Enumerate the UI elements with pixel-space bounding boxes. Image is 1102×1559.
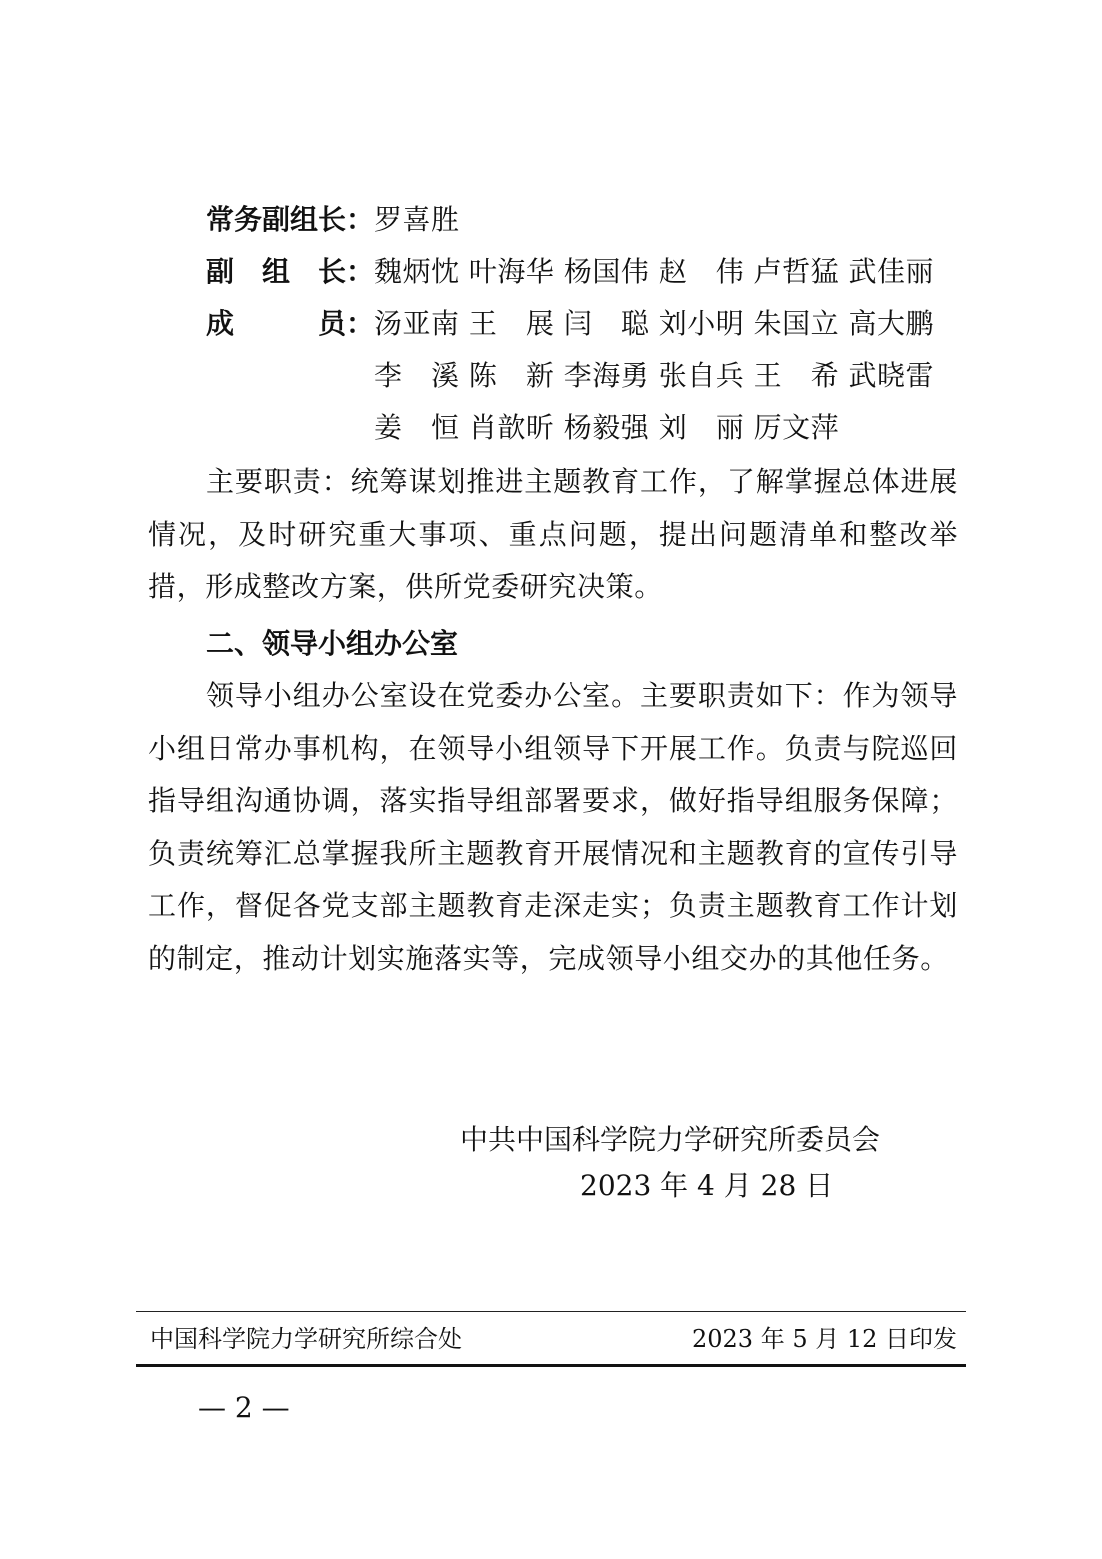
signature-date: 2023 年 4 月 28 日: [580, 1169, 834, 1202]
members-value-line3: 姜 恒 肖歆昕 杨毅强 刘 丽 厉文萍: [374, 411, 840, 444]
exec-deputy-row: [206, 200, 460, 240]
members-value-line1: 汤亚南 王 展 闫 聪 刘小明 朱国立 高大鹏: [374, 307, 935, 340]
members-label: 成 员：: [206, 307, 375, 340]
deputy-value: 魏炳忱 叶海华 杨国伟 赵 伟 卢哲猛 武佳丽: [374, 255, 935, 288]
footer-bottom-rule: [136, 1364, 966, 1367]
duty-paragraph: 主要职责：统筹谋划推进主题教育工作，了解掌握总体进展情况，及时研究重大事项、重点问题，提出问题清单和整改举措，形成整改方案，供所党委研究决策。: [148, 465, 958, 603]
deputy-label: 副 组 长：: [206, 255, 375, 288]
deputy-row: [206, 252, 934, 292]
footer-top-rule: [136, 1311, 966, 1312]
section-body: 领导小组办公室设在党委办公室。主要职责如下：作为领导小组日常办事机构，在领导小组领导下开展工作。负责与院巡回指导组沟通协调，落实指导组部署要求，做好指导组服务保障；负责统筹汇总掌握我所主题教育开展情况和主题教育的宣传引导工作，督促各党支部主题教育走深走实；负责主题教育工作计划的制定，推动计划实施落实等，完成领导小组交办的其他任务。: [148, 679, 958, 975]
page-number: — 2 —: [198, 1391, 290, 1424]
exec-deputy-value: 罗喜胜: [374, 203, 460, 236]
signature-organization: 中共中国科学院力学研究所委员会: [460, 1123, 881, 1156]
exec-deputy-label: 常务副组长：: [206, 203, 375, 236]
members-value-line2: 李 溪 陈 新 李海勇 张自兵 王 希 武晓雷: [374, 359, 935, 392]
members-row: [206, 304, 934, 344]
footer-issuer: 中国科学院力学研究所综合处: [150, 1325, 462, 1353]
members-row-2: [374, 356, 934, 396]
section-heading: 二、领导小组办公室: [206, 627, 459, 660]
footer-print-date: 2023 年 5 月 12 日印发: [692, 1325, 958, 1353]
members-row-3: [374, 408, 839, 448]
